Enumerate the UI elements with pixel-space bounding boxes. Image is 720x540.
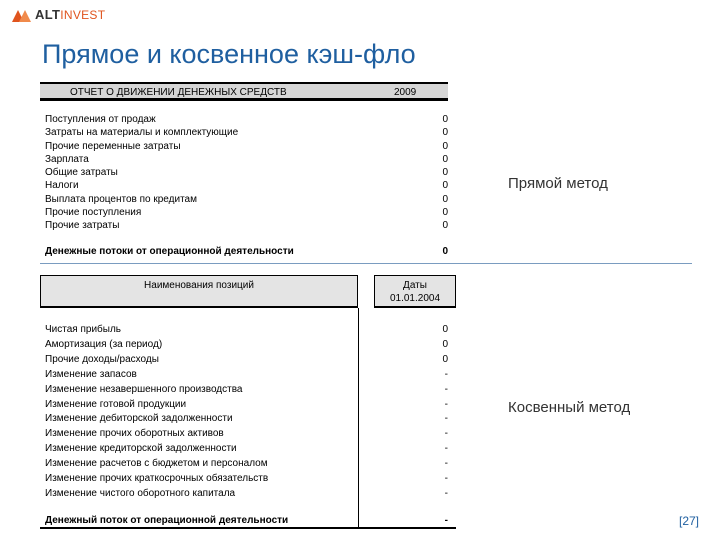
table-row: Чистая прибыль [45, 324, 121, 335]
indirect-bottom-rule [40, 527, 456, 529]
indirect-date-header [374, 275, 456, 308]
table-row: Прочие доходы/расходы [45, 353, 159, 365]
table-row: Изменение готовой продукции [45, 398, 187, 410]
row-value: 0 [442, 207, 448, 219]
row-value: 0 [442, 338, 448, 350]
table-row: Прочие переменные затраты [45, 140, 181, 152]
indirect-total-value: - [444, 515, 448, 526]
direct-row-labels [45, 113, 238, 233]
row-value: 0 [442, 193, 448, 205]
row-value: - [444, 383, 448, 395]
row-value: 0 [442, 127, 448, 139]
row-value: 0 [442, 180, 448, 192]
direct-table-header [40, 82, 448, 101]
row-value: - [444, 443, 448, 455]
direct-row-values [420, 113, 448, 233]
direct-total-value: 0 [442, 246, 448, 257]
row-value: - [444, 413, 448, 425]
logo-text: ALTINVEST [35, 7, 106, 22]
table-row: Изменение чистого оборотного капитала [45, 487, 236, 499]
row-value: 0 [442, 114, 448, 125]
row-value: - [444, 398, 448, 410]
row-value: 0 [442, 353, 448, 365]
table-row: Изменение дебиторской задолженности [45, 413, 233, 425]
indirect-row-labels [45, 323, 268, 502]
table-row: Прочие поступления [45, 207, 142, 219]
row-value: - [444, 487, 448, 499]
indirect-method-label: Косвенный метод [508, 399, 631, 416]
indirect-date-value: 01.01.2004 [389, 293, 441, 304]
column-divider [358, 308, 359, 528]
row-value: - [444, 368, 448, 380]
table-row: Изменение прочих краткосрочных обязательств [45, 473, 269, 485]
table-row: Выплата процентов по кредитам [45, 193, 197, 205]
row-value: 0 [442, 324, 448, 335]
row-value: 0 [442, 167, 448, 179]
table-row: Изменение расчетов с бюджетом и персоналом [45, 458, 268, 470]
page-number: [27] [679, 514, 700, 528]
direct-header-year: 2009 [394, 87, 417, 98]
indirect-table-header [40, 275, 358, 308]
page-title: Прямое и косвенное кэш-фло [42, 39, 416, 69]
table-row: Зарплата [45, 153, 89, 165]
logo-chevron-icon [12, 8, 32, 22]
direct-total-label: Денежные потоки от операционной деятельности [45, 246, 294, 257]
row-value: - [444, 458, 448, 470]
row-value: - [444, 428, 448, 440]
table-row: Налоги [45, 180, 79, 192]
row-value: 0 [442, 220, 448, 232]
indirect-row-values [420, 323, 448, 502]
table-row: Изменение прочих оборотных активов [45, 428, 224, 440]
indirect-header-label: Наименования позиций [144, 280, 254, 291]
logo [12, 7, 105, 22]
row-value: 0 [442, 140, 448, 152]
table-row: Амортизация (за период) [45, 338, 163, 350]
indirect-date-title: Даты [403, 280, 427, 291]
table-row: Изменение незавершенного производства [45, 383, 243, 395]
table-row: Затраты на материалы и комплектующие [45, 127, 239, 139]
table-row: Изменение кредиторской задолженности [45, 443, 237, 455]
table-row: Поступления от продаж [45, 114, 156, 125]
section-divider [40, 263, 692, 264]
table-row: Прочие затраты [45, 220, 120, 232]
row-value: - [444, 473, 448, 485]
table-row: Общие затраты [45, 167, 118, 179]
table-row: Изменение запасов [45, 368, 137, 380]
indirect-total-label: Денежный поток от операционной деятельности [45, 515, 289, 526]
direct-method-label: Прямой метод [508, 175, 608, 192]
row-value: 0 [442, 153, 448, 165]
direct-header-label: ОТЧЕТ О ДВИЖЕНИИ ДЕНЕЖНЫХ СРЕДСТВ [70, 87, 287, 98]
